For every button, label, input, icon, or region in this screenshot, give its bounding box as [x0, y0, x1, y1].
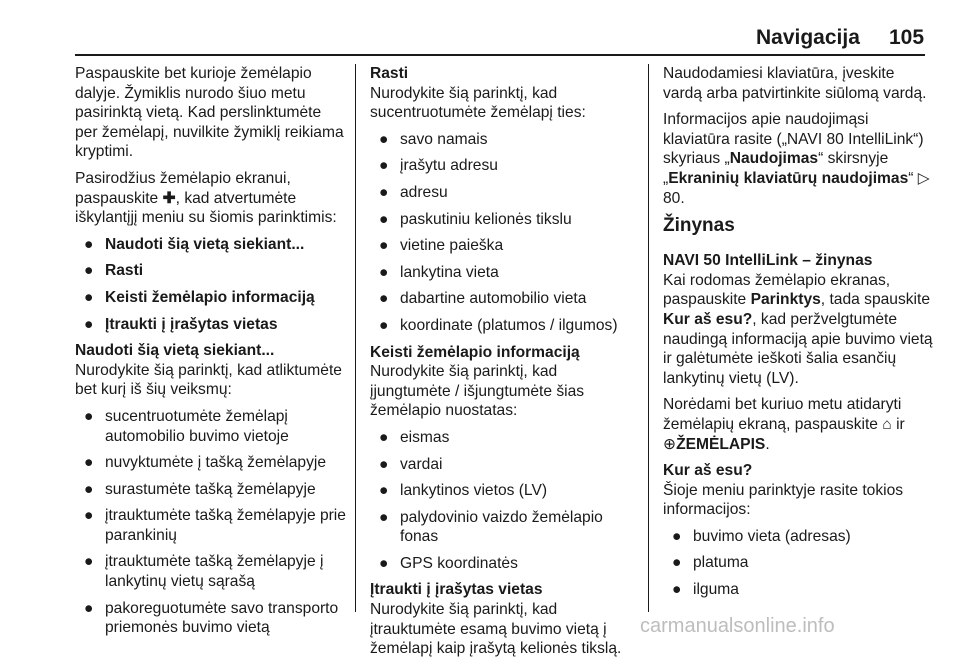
subheading: Keisti žemėlapio informaciją	[370, 343, 580, 361]
list-item: ● paskutiniu kelionės tikslu	[379, 210, 572, 228]
list-item: ● dabartine automobilio vieta	[379, 290, 587, 308]
column-2	[370, 64, 642, 666]
section-title: Navigacija	[756, 26, 860, 49]
paragraph: Naudodamiesi klaviatūra, įveskite vardą arba patvirtinkite siūlomą vardą.	[663, 65, 927, 102]
paragraph: Norėdami bet kuriuo metu atidaryti žemėlapių ekraną, paspauskite ⌂ ir ⊕ŽEMĖLAPIS.	[663, 396, 905, 453]
subheading: Kur aš esu?	[663, 462, 753, 480]
watermark: carmanualsonline.info	[640, 615, 835, 637]
list-item: ● ilguma	[672, 581, 739, 599]
list-item: ● vardai	[379, 455, 443, 473]
subheading: Įtraukti į įrašytas vietas	[370, 581, 543, 599]
paragraph: Nurodykite šią parinktį, kad įjungtumėte / išjungtumėte šias žemėlapio nuostatas:	[370, 363, 585, 420]
list-item: ● įtrauktumėte tašką žemėlapyje į lankytinų vietų sąrašą	[84, 553, 324, 591]
column-3	[663, 64, 935, 607]
column-divider-1	[355, 64, 356, 612]
list-item: ● įtrauktumėte tašką žemėlapyje prie parankinių	[84, 507, 346, 544]
section-heading: Žinynas	[663, 215, 735, 237]
home-icon: ⌂	[882, 415, 892, 433]
list-item: ● platuma	[672, 554, 749, 572]
page-number: 105	[889, 26, 925, 49]
list-item: ● lankytinos vietos (LV)	[379, 482, 548, 500]
list-item: ● nuvyktumėte į tašką žemėlapyje	[84, 454, 327, 472]
list-item: ● lankytina vieta	[379, 263, 499, 281]
crosshair-icon: ✚	[162, 189, 176, 207]
list-item: ● Keisti žemėlapio informaciją	[84, 288, 315, 306]
list-item: ● pakoreguotumėte savo transporto priemonės buvimo vietą	[84, 599, 339, 637]
list-item: ● palydovinio vaizdo žemėlapio fonas	[379, 508, 603, 546]
paragraph: Nurodykite šią parinktį, kad atliktumėte bet kurį iš šių veiksmų:	[75, 361, 342, 399]
list-item: ● Naudoti šią vietą siekiant...	[84, 235, 305, 253]
actions-list	[75, 407, 347, 638]
header-rule	[75, 54, 925, 56]
page-header	[0, 0, 960, 56]
column-1	[75, 64, 347, 645]
subheading: Naudoti šią vietą siekiant...	[75, 342, 275, 360]
list-item: ● savo namais	[379, 130, 488, 148]
find-list	[370, 130, 642, 336]
paragraph	[75, 169, 347, 228]
paragraph: Paspauskite bet kurioje žemėlapio dalyje. Žymiklis nurodo šiuo metu pasirinktą vietą. Kad perslinktumėte per žemėlapį, nuvilkite žymiklį reikiama kryptimi.	[75, 65, 344, 161]
paragraph: Šioje meniu parinktyje rasite tokios informacijos:	[663, 481, 904, 519]
options-list	[75, 235, 347, 334]
list-item: ● vietine paieška	[379, 237, 504, 255]
paragraph: Informacijos apie naudojimąsi klaviatūra rasite („NAVI 80 IntelliLink“) skyriaus „Naudojimas“ skirsnyje „Ekraninių klaviatūrų naudojimas“ ▷ 80.	[663, 111, 930, 207]
list-item: ● surastumėte tašką žemėlapyje	[84, 480, 316, 498]
map-settings-list	[370, 428, 642, 574]
paragraph: Nurodykite šią parinktį, kad įtrauktumėte esamą buvimo vietą į žemėlapį kaip įrašytą kelionės tikslą.	[370, 601, 622, 658]
list-item: ● adresu	[379, 183, 448, 201]
list-item: ● įrašytu adresu	[379, 157, 498, 175]
location-info-list	[663, 527, 935, 600]
page-ref-icon: ▷	[917, 169, 930, 187]
paragraph: Kai rodomas žemėlapio ekranas, paspauskite Parinktys, tada spauskite Kur aš esu?, kad peržvelgtumėte naudingą informaciją apie buvimo vietą ir galėtumėte ieškoti šalia esančių lankytinų vietų (LV).	[663, 271, 933, 387]
subheading: Rasti	[370, 65, 409, 82]
list-item: ● koordinate (platumos / ilgumos)	[379, 316, 618, 334]
subheading: NAVI 50 IntelliLink – žinynas	[663, 252, 873, 270]
globe-icon: ⊕	[663, 435, 677, 453]
list-item: ● Įtraukti į įrašytas vietas	[84, 315, 278, 333]
list-item: ● sucentruotumėte žemėlapį automobilio buvimo vietoje	[84, 407, 289, 445]
list-item: ● buvimo vieta (adresas)	[672, 527, 851, 545]
column-divider-2	[648, 64, 649, 612]
text: , kad atvertumėte iškylantįjį meniu su šiomis parinktimis:	[75, 189, 337, 227]
text: Pasirodžius žemėlapio ekranui, paspauskite	[75, 169, 291, 207]
list-item: ● GPS koordinatės	[379, 554, 518, 572]
list-item: ● eismas	[379, 428, 450, 446]
paragraph: Nurodykite šią parinktį, kad sucentruotumėte žemėlapį ties:	[370, 84, 586, 122]
list-item: ● Rasti	[84, 262, 144, 280]
